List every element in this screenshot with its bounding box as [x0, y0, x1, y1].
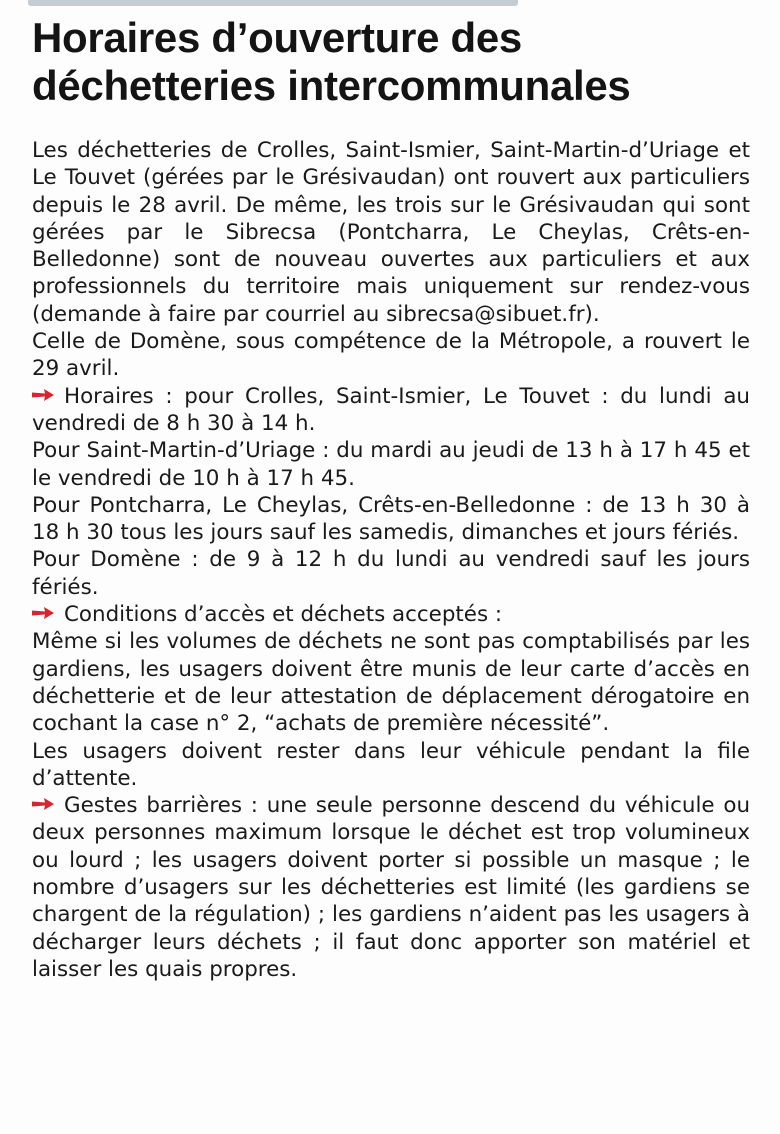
paragraph-hours-pontcharra: Pour Pontcharra, Le Cheylas, Crêts-en-Belledonne : de 13 h 30 à 18 h 30 tous les jours sauf les samedis, dimanches et jours fériés. [32, 492, 750, 546]
cropped-section-header [28, 0, 518, 6]
paragraph-conditions: Même si les volumes de déchets ne sont pas comptabilisés par les gardiens, les usagers doivent être munis de leur carte d’accès en déchetterie et de leur attestation de déplacement dérogatoire en cochant la case n° 2, “achats de première nécessité”. [32, 629, 750, 737]
red-arrow-icon [32, 606, 54, 620]
paragraph-hours [32, 383, 750, 438]
paragraph-hours-text: Horaires : pour Crolles, Saint-Ismier, Le Touvet : du lundi au vendredi de 8 h 30 à 14 h. [32, 383, 750, 436]
paragraph-barrier-gestures [32, 792, 750, 983]
paragraph-hours-saint-martin: Pour Saint-Martin-d’Uriage : du mardi au jeudi de 13 h à 17 h 45 et le vendredi de 10 h à 17 h 45. [32, 438, 750, 491]
red-arrow-icon [32, 388, 54, 402]
paragraph-conditions-heading-text: Conditions d’accès et déchets acceptés : [64, 602, 503, 628]
paragraph-intro: Les déchetteries de Crolles, Saint-Ismier, Saint-Martin-d’Uriage et Le Touvet (gérées par le Grésivaudan) ont rouvert aux particuliers depuis le 28 avril. De même, les trois sur le Grésivaudan qui sont gérées par le Sibrecsa (Pontcharra, Le Cheylas, Crêts-en-Belledonne) sont de nouveau ouvertes aux particuliers et aux professionnels du territoire mais uniquement sur rendez-vous (demande à faire par courriel au sibrecsa@sibuet.fr). [32, 138, 750, 327]
article-body [32, 137, 750, 983]
paragraph-hours-domene: Pour Domène : de 9 à 12 h du lundi au vendredi sauf les jours fériés. [32, 547, 750, 600]
article-title: Horaires d’ouverture des déchetteries intercommunales [32, 14, 631, 109]
paragraph-barrier-gestures-text: Gestes barrières : une seule personne descend du véhicule ou deux personnes maximum lorsque le déchet est trop volumineux ou lourd ; les usagers doivent porter si possible un masque ; le nombre d’usagers sur les déchetteries est limité (les gardiens se chargent de la régulation) ; les gardiens n’aident pas les usagers à décharger leurs déchets ; il faut donc apporter son matériel et laisser les quais propres. [32, 793, 750, 982]
paragraph-conditions-heading [32, 601, 750, 628]
red-arrow-icon [32, 797, 54, 811]
paragraph-domene-reopening: Celle de Domène, sous compétence de la Métropole, a rouvert le 29 avril. [32, 329, 750, 382]
paragraph-stay-in-vehicle: Les usagers doivent rester dans leur véhicule pendant la file d’attente. [32, 738, 750, 791]
